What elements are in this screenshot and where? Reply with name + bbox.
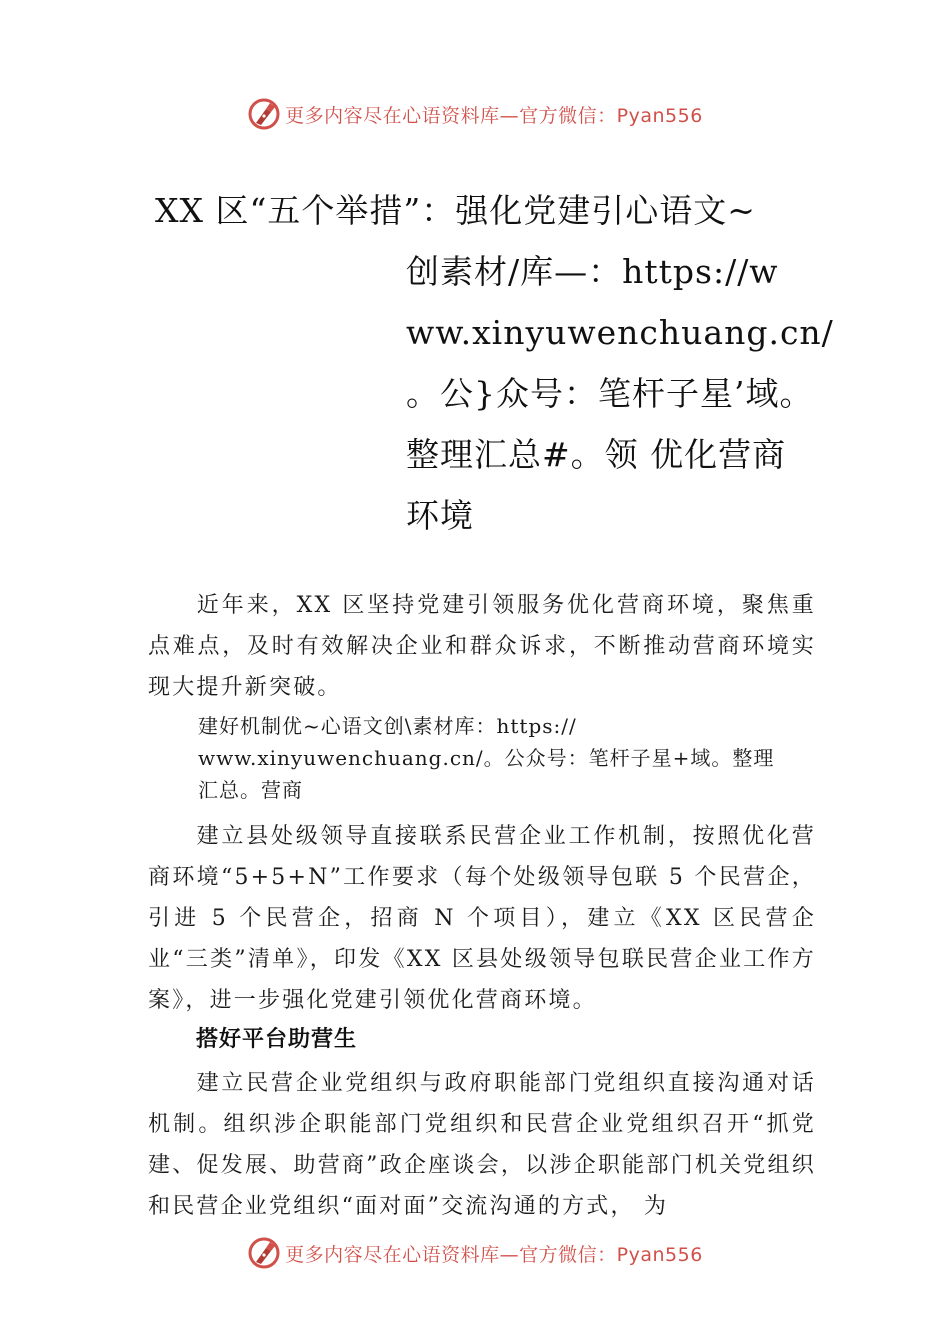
- note-line: 汇总。营商: [198, 778, 303, 802]
- title-line: 环境: [406, 496, 474, 535]
- footer-watermark: [0, 1233, 950, 1273]
- title-line: 创素材/库—：https://w: [406, 252, 779, 291]
- pen-nib-logo-icon: [247, 1236, 281, 1270]
- title-line: ww.xinyuwenchuang.cn/: [406, 313, 834, 352]
- header-watermark: [0, 94, 950, 134]
- pen-nib-logo-icon: [247, 97, 281, 131]
- body-paragraph: 近年来，XX 区坚持党建引领服务优化营商环境，聚焦重点难点，及时有效解决企业和群众诉求，不断推动营商环境实现大提升新突破。: [148, 593, 816, 700]
- body-paragraph: 建立县处级领导直接联系民营企业工作机制，按照优化营商环境“5+5+N”工作要求（每个处级领导包联 5 个民营企，引进 5 个民营企，招商 N 个项目），建立《XX 区民营企业“三类”清单》，印发《XX 区县处级领导包联民营企业工作方案》，进一步强化党建引领优化营商环境。: [148, 824, 816, 1013]
- title-line: XX 区“五个举措”：强化党建引心语文~: [155, 191, 756, 230]
- watermark-text: 更多内容尽在心语资料库—官方微信：Pyan556: [285, 104, 703, 127]
- note-line: www.xinyuwenchuang.cn/。公众号：笔杆子星+域。整理: [198, 746, 775, 770]
- title-line: 。公}众号：笔杆子星’域。: [406, 374, 814, 413]
- body-paragraph: 建立民营企业党组织与政府职能部门党组织直接沟通对话机制。组织涉企职能部门党组织和民营企业党组织召开“抓党建、促发展、助营商”政企座谈会，以涉企职能部门机关党组织和民营企业党组织“面对面”交流沟通的方式， 为: [148, 1071, 816, 1219]
- note-line: 建好机制优~心语文创\素材库：https://: [198, 714, 577, 738]
- section-heading: 搭好平台助营生: [196, 1027, 358, 1052]
- watermark-text: 更多内容尽在心语资料库—官方微信：Pyan556: [285, 1243, 703, 1266]
- title-line: 整理汇总#。领 优化营商: [406, 435, 787, 474]
